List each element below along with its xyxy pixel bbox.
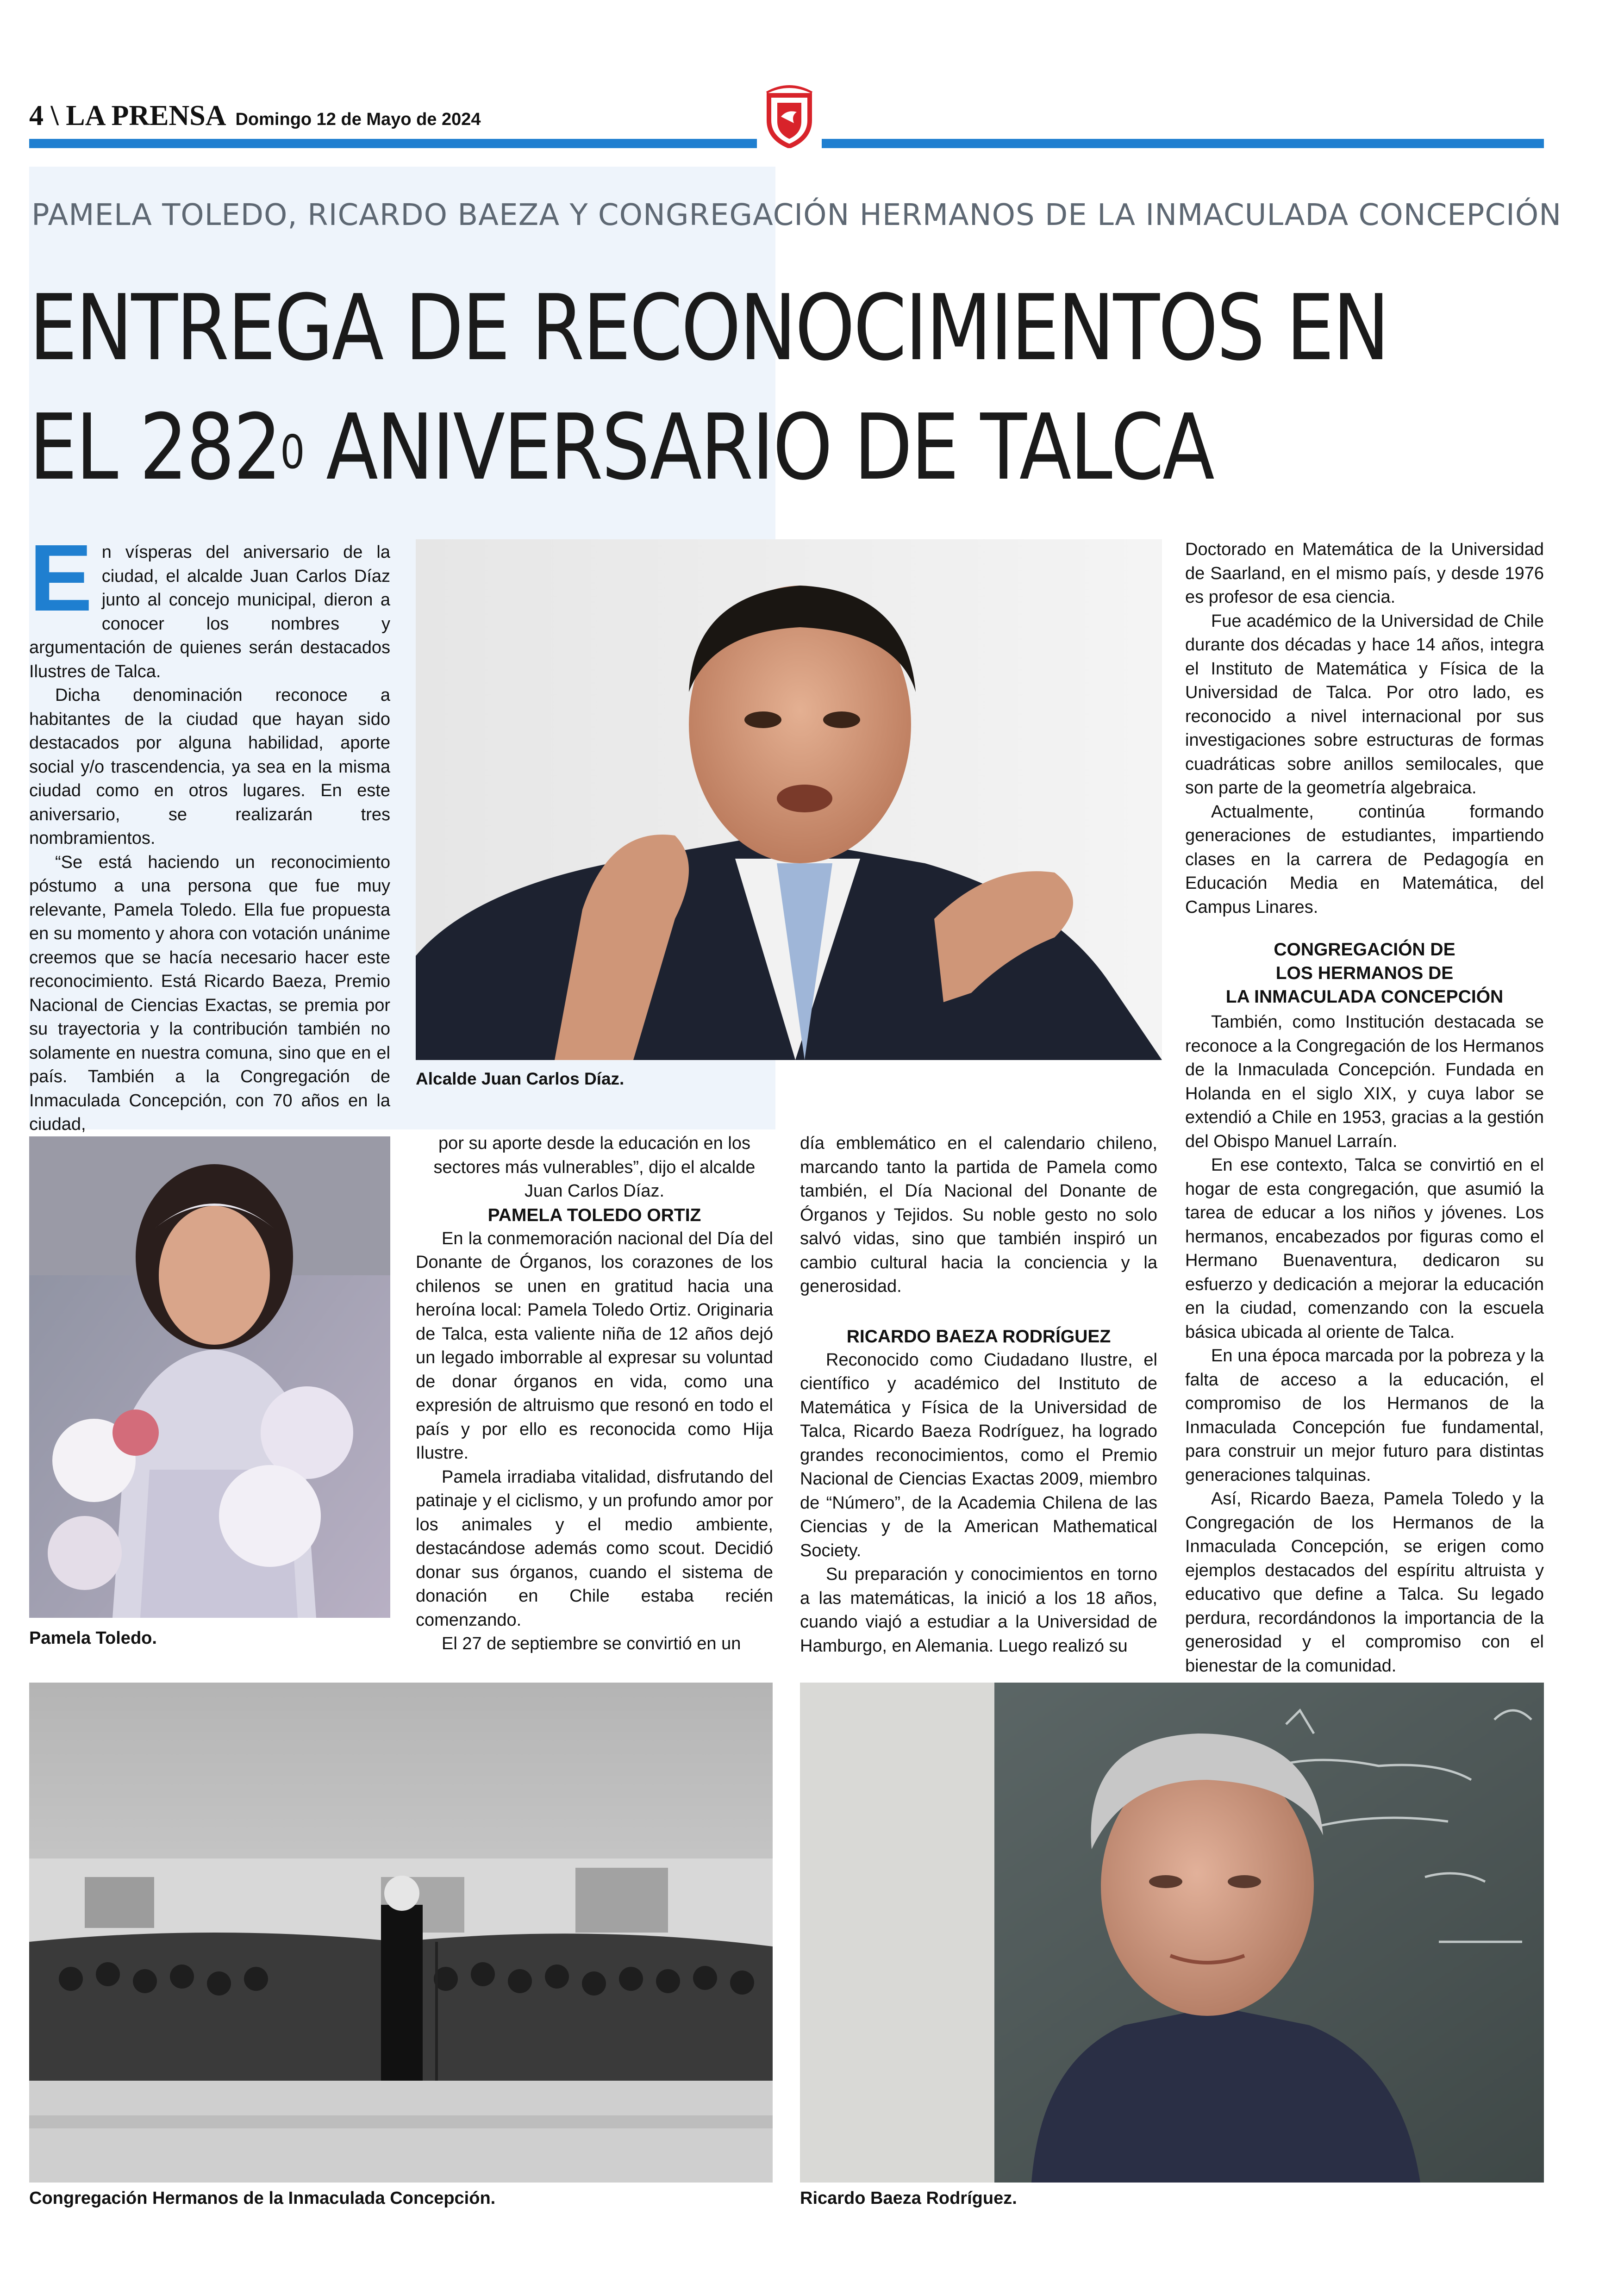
city-seal-icon xyxy=(757,79,822,148)
pamela-paragraph-4: día emblemático en el calendario chileno, marcando tanto la partida de Pamela como también, el Día Nacional del Donante de Órganos y Tejidos. Su noble gesto no solo salvó vidas, sino que también inspiró un cambio cultural hacia la conciencia y la generosidad. xyxy=(800,1134,1157,1296)
subhead-congregacion-line-3: LA INMACULADA CONCEPCIÓN xyxy=(1225,987,1504,1007)
headline-line-1: ENTREGA DE RECONOCIMIENTOS EN xyxy=(29,275,1388,381)
header-separator: \ xyxy=(50,100,59,131)
headline-superscript: 0 xyxy=(280,425,304,479)
subhead-congregacion xyxy=(1185,938,1544,1009)
congregacion-paragraph-2: En ese contexto, Talca se convirtió en el hogar de esta congregación, que asumió la tarea de educar a los niños y jóvenes. Los hermanos, encabezados por figuras como el Hermano Buenaventura, dedicaron su esfuerzo y dedicación a mejorar la educación en la ciudad, comenzando con la escuela básica ubicada al oriente de Talca. xyxy=(1185,1155,1544,1342)
column-3 xyxy=(800,1132,1157,1658)
article-headline xyxy=(29,268,1388,507)
headline-line-2-end: ANIVERSARIO DE TALCA xyxy=(303,395,1213,500)
subhead-ricardo: RICARDO BAEZA RODRÍGUEZ xyxy=(846,1326,1111,1347)
page-header xyxy=(29,100,481,132)
intro-paragraph-3: “Se está haciendo un reconocimiento póstumo a una persona que fue muy relevante, Pamela Toledo. Ella fue propuesta en su momento y ahora con votación unánime creemos que se hacía necesario hacer este reconocimiento. Está Ricardo Baeza, Premio Nacional de Ciencias Exactas, se premia por su trayectoria y la contribución también no solamente en nuestra comuna, sino que en el país. También a la Congregación de Inmaculada Concepción, con 70 años en la ciudad, xyxy=(29,852,390,1134)
mayor-photo-caption: Alcalde Juan Carlos Díaz. xyxy=(416,1069,625,1088)
congregation-photo-caption: Congregación Hermanos de la Inmaculada Concepción. xyxy=(29,2189,496,2208)
mayor-photo xyxy=(416,539,1162,1060)
publication-name: LA PRENSA xyxy=(66,100,226,131)
page-number: 4 xyxy=(29,100,44,131)
ricardo-paragraph-1: Reconocido como Ciudadano Ilustre, el científico y académico del Instituto de Matemática y Física de la Universidad de Talca, Ricardo Baeza Rodríguez, ha logrado grandes reconocimientos, como el Premio Nacional de Ciencias Exactas 2009, miembro de “Número”, de la Academia Chilena de las Ciencias y de la American Mathematical Society. xyxy=(800,1350,1157,1560)
ricardo-paragraph-3: Doctorado en Matemática de la Universidad de Saarland, en el mismo país, y desde 1976 es profesor de esa ciencia. xyxy=(1185,540,1544,607)
intro-paragraph-2: Dicha denominación reconoce a habitantes de la ciudad que hayan sido destacados por alguna habilidad, aporte social y/o trascendencia, ya sea en la misma ciudad como en otros lugares. En este aniversario, se realizarán tres nombramientos. xyxy=(29,686,390,848)
congregacion-paragraph-1: También, como Institución destacada se reconoce a la Congregación de los Hermanos de la Inmaculada Concepción. Fundada en Holanda en el siglo XIX, y cuya labor se extendió a Chile en 1953, gracias a la gestión del Obispo Manuel Larraín. xyxy=(1185,1012,1544,1151)
column-4 xyxy=(1185,538,1544,1678)
congregation-photo xyxy=(29,1683,773,2183)
column-2 xyxy=(416,1132,773,1656)
pamela-paragraph-3: El 27 de septiembre se convirtió en un xyxy=(442,1634,741,1653)
article-kicker: PAMELA TOLEDO, RICARDO BAEZA Y CONGREGACIÓN HERMANOS DE LA INMACULADA CONCEPCIÓN xyxy=(31,198,1562,232)
ricardo-photo-caption: Ricardo Baeza Rodríguez. xyxy=(800,2189,1017,2208)
congregacion-paragraph-4: Así, Ricardo Baeza, Pamela Toledo y la Congregación de los Hermanos de la Inmaculada Concepción, se erigen como ejemplos destacados del espíritu altruista y educativo que define a Talca. Su legado perdura, recordándonos la importancia de la generosidad y el compromiso con el bienestar de la comunidad. xyxy=(1185,1489,1544,1676)
pamela-photo xyxy=(29,1136,390,1618)
pamela-paragraph-2: Pamela irradiaba vitalidad, disfrutando del patinaje y el ciclismo, y un profundo amor por los animales y el medio ambiente, destacándose además como scout. Decidió donar sus órganos, cuando el sistema de donación en Chile estaba recién comenzando. xyxy=(416,1467,773,1630)
congregacion-paragraph-3: En una época marcada por la pobreza y la falta de acceso a la educación, el compromiso de los Hermanos de la Inmaculada Concepción fue fundamental, para construir un mejor futuro para distintas generaciones talquinas. xyxy=(1185,1346,1544,1485)
issue-date: Domingo 12 de Mayo de 2024 xyxy=(235,110,481,129)
intro-paragraph-1: n vísperas del aniversario de la ciudad, el alcalde Juan Carlos Díaz junto al concejo municipal, dieron a conocer los nombres y argumentación de quienes serán destacados Ilustres de Talca. xyxy=(29,543,390,681)
headline-line-2-start: EL 282 xyxy=(29,395,281,500)
subhead-congregacion-line-2: LOS HERMANOS DE xyxy=(1275,963,1454,983)
ricardo-paragraph-4: Fue académico de la Universidad de Chile durante dos décadas y hace 14 años, integra el Instituto de Matemática y Física de la Universidad de Talca. Por otro lado, es reconocido a nivel internacional por sus investigaciones sobre estructuras de formas cuadráticas sobre anillos semilocales, que son parte de la geometría algebraica. xyxy=(1185,611,1544,798)
subhead-congregacion-line-1: CONGREGACIÓN DE xyxy=(1274,940,1455,960)
subhead-pamela: PAMELA TOLEDO ORTIZ xyxy=(487,1205,701,1225)
column-1 xyxy=(29,525,390,1137)
quote-continuation: por su aporte desde la educación en los sectores más vulnerables”, dijo el alcalde Juan Carlos Díaz. xyxy=(433,1134,756,1201)
ricardo-paragraph-2: Su preparación y conocimientos en torno a las matemáticas, la inició a los 18 años, cuando viajó a estudiar a la Universidad de Hamburgo, en Alemania. Luego realizó su xyxy=(800,1565,1157,1656)
ricardo-photo xyxy=(800,1683,1544,2183)
drop-cap: E xyxy=(29,525,93,631)
headline-line-2 xyxy=(29,388,1388,507)
ricardo-paragraph-5: Actualmente, continúa formando generaciones de estudiantes, impartiendo clases en la carrera de Pedagogía en Educación Media en Matemática, del Campus Linares. xyxy=(1185,802,1544,917)
pamela-photo-caption: Pamela Toledo. xyxy=(29,1628,157,1648)
pamela-paragraph-1: En la conmemoración nacional del Día del Donante de Órganos, los corazones de los chilenos se unen en gratitud hacia una heroína local: Pamela Toledo Ortiz. Originaria de Talca, esta valiente niña de 12 años dejó un legado imborrable al expresar su voluntad de donar órganos en vida, como una expresión de altruismo que resonó en todo el país y por ello es reconocida como Hija Ilustre. xyxy=(416,1229,773,1463)
